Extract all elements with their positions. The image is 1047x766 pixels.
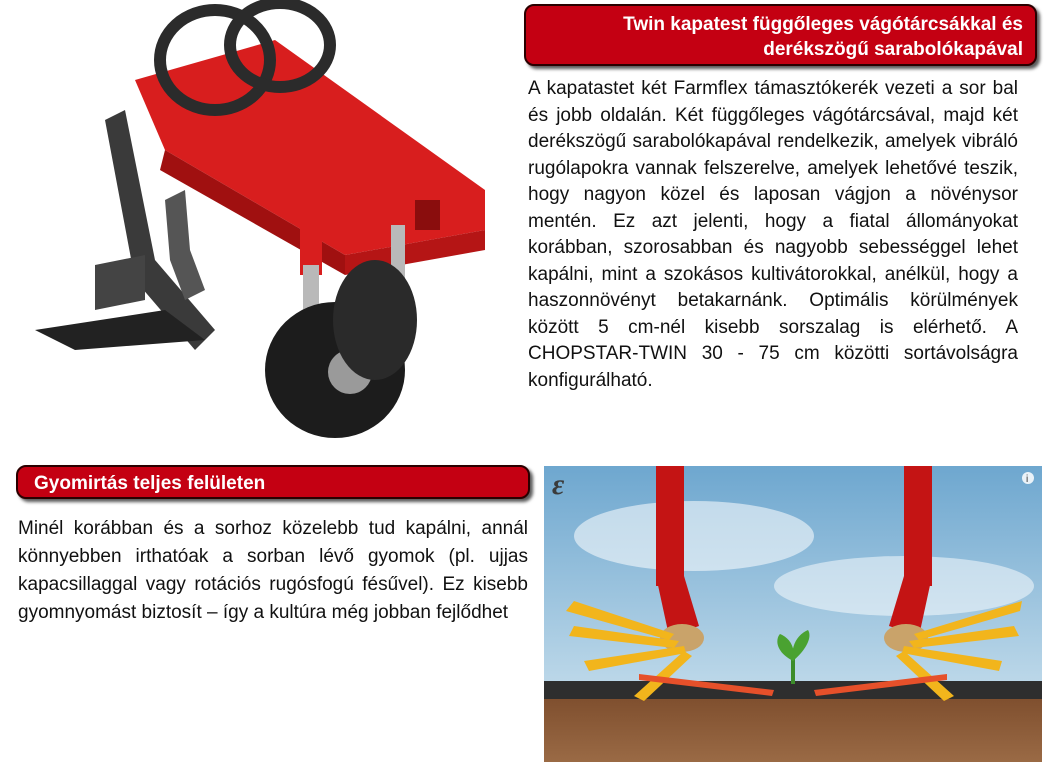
weeding-animation-illustration <box>544 466 1042 762</box>
title-line-1: Twin kapatest függőleges vágótárcsákkal és <box>623 14 1023 35</box>
description-paragraph: A kapatastet két Farmflex támasztókerék vezeti a sor bal és jobb oldalán. Két függőleges vágótárcsával, majd két derékszögű sarabolókapával rendelkezik, amelyek vibráló rugólapokra vannak felszerelve, amelyek lehetővé teszik, hogy nagyon közel és laposan vágjon a növénysor mentén. Ez azt jelenti, hogy a fiatal állományokat korábban, szorosabban és nagyobb sebességgel lehet kapálni, mint a szokásos kultivátorokkal, anélkül, hogy a haszonnövényt betakarnánk. Optimális körülmények között 5 cm-nél kisebb sorszalag is elérhető. A CHOPSTAR-TWIN 30 - 75 cm közötti sortávolságra konfigurálható. <box>528 78 1018 391</box>
section-title-twin <box>524 4 1037 66</box>
section-title-weeding: Gyomirtás teljes felületen <box>16 465 530 499</box>
brand-logo: ε <box>552 468 565 501</box>
weeding-paragraph: Minél korábban és a sorhoz közelebb tud kapálni, annál könnyebben irthatóak a sorban lévő gyomok (pl. ujjas kapacsillaggal vagy rotációs rugósfogú fésűvel). Ez kisebb gyomnyomást biztosít – így a kultúra még jobban fejlődhet <box>18 518 528 623</box>
title-line-2: derékszögű sarabolókapával <box>763 39 1023 60</box>
machine-illustration <box>15 0 505 440</box>
svg-text:i: i <box>1026 474 1029 485</box>
